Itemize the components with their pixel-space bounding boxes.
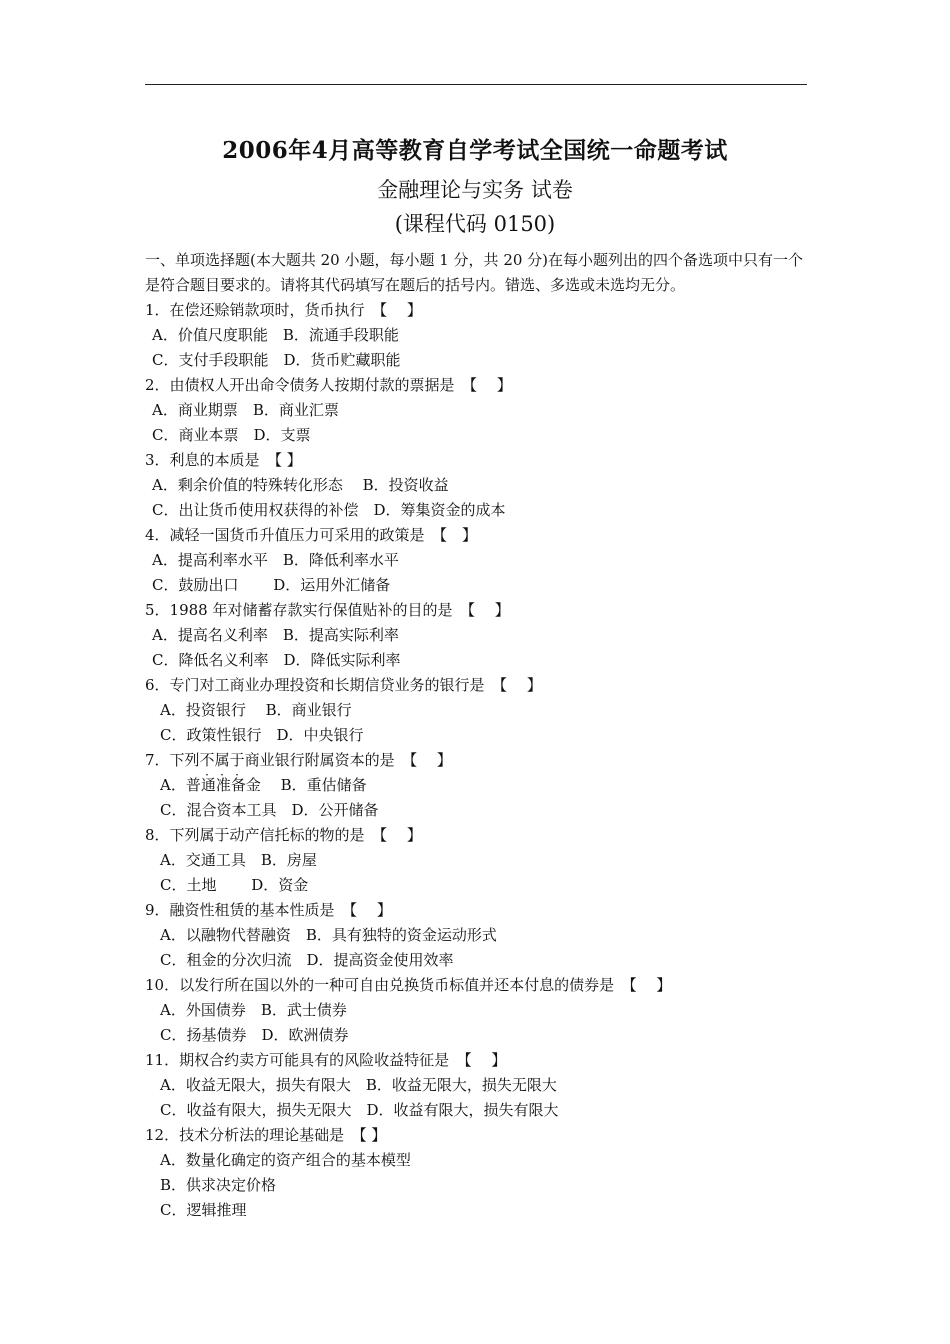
q6-options-row1: A．投资银行 B．商业银行	[160, 701, 352, 719]
question-3: 3．利息的本质是 【 】	[145, 451, 302, 469]
q11-options-row1: A．收益无限大，损失有限大 B．收益无限大，损失无限大	[160, 1076, 557, 1094]
question-1: 1．在偿还赊销款项时，货币执行 【 】	[145, 301, 422, 319]
header-rule	[145, 84, 807, 85]
q2-options-row1: A．商业期票 B．商业汇票	[152, 401, 339, 419]
q5-options-row1: A．提高名义利率 B．提高实际利率	[152, 626, 399, 644]
exam-subtitle: 金融理论与实务 试卷	[377, 178, 573, 202]
q7-options-row2: C．混合资本工具 D．公开储备	[160, 801, 379, 819]
q5-options-row2: C．降低名义利率 D．降低实际利率	[152, 651, 401, 669]
q7-emphasis-char-3: 于	[229, 751, 245, 769]
question-4: 4．减轻一国货币升值压力可采用的政策是 【 】	[145, 526, 478, 544]
q7-emphasis-char-2: 属	[214, 751, 230, 769]
q12-option-b: B．供求决定价格	[160, 1176, 277, 1194]
q3-options-row1: A．剩余价值的特殊转化形态 B．投资收益	[152, 476, 449, 494]
q7-options-row1: A．普通准备金 B．重估储备	[160, 776, 367, 794]
q8-options-row1: A．交通工具 B．房屋	[160, 851, 317, 869]
q9-options-row2: C．租金的分次归流 D．提高资金使用效率	[160, 951, 454, 969]
q10-options-row1: A．外国债券 B．武士债券	[160, 1001, 347, 1019]
q10-options-row2: C．扬基债券 D．欧洲债券	[160, 1026, 349, 1044]
exam-title: 2006年4月高等教育自学考试全国统一命题考试	[222, 137, 728, 164]
q4-options-row1: A．提高利率水平 B．降低利率水平	[152, 551, 399, 569]
q7-text-pre: 7．下列	[145, 751, 200, 769]
q3-options-row2: C．出让货币使用权获得的补偿 D．筹集资金的成本	[152, 501, 506, 519]
question-8: 8．下列属于动产信托标的物的是 【 】	[145, 826, 422, 844]
question-7	[145, 748, 815, 773]
section-instructions: 一、单项选择题(本大题共 20 小题，每小题 1 分，共 20 分)在每小题列出的四个备选项中只有一个是符合题目要求的。请将其代码填写在题后的括号内。错选、多选或未选均无分。	[145, 251, 804, 294]
q9-options-row1: A．以融物代替融资 B．具有独特的资金运动形式	[160, 926, 497, 944]
q6-options-row2: C．政策性银行 D．中央银行	[160, 726, 364, 744]
q2-options-row2: C．商业本票 D．支票	[152, 426, 311, 444]
question-11: 11．期权合约卖方可能具有的风险收益特征是 【 】	[145, 1051, 507, 1069]
course-code: (课程代码 0150)	[394, 212, 556, 236]
question-12: 12．技术分析法的理论基础是 【 】	[145, 1126, 387, 1144]
q12-option-c: C．逻辑推理	[160, 1201, 247, 1219]
question-9: 9．融资性租赁的基本性质是 【 】	[145, 901, 392, 919]
q7-text-post: 商业银行附属资本的是 【 】	[244, 751, 452, 769]
exam-body	[145, 248, 815, 1223]
q4-options-row2: C．鼓励出口 D．运用外汇储备	[152, 576, 391, 594]
question-6: 6．专门对工商业办理投资和长期信贷业务的银行是 【 】	[145, 676, 542, 694]
q12-option-a: A．数量化确定的资产组合的基本模型	[160, 1151, 411, 1169]
q1-options-row2: C．支付手段职能 D．货币贮藏职能	[152, 351, 401, 369]
question-10: 10．以发行所在国以外的一种可自由兑换货币标值并还本付息的债券是 【 】	[145, 976, 672, 994]
question-5: 5．1988 年对储蓄存款实行保值贴补的目的是 【 】	[145, 601, 510, 619]
q11-options-row2: C．收益有限大，损失无限大 D．收益有限大，损失有限大	[160, 1101, 559, 1119]
q8-options-row2: C．土地 D．资金	[160, 876, 309, 894]
question-2: 2．由债权人开出命令债务人按期付款的票据是 【 】	[145, 376, 512, 394]
q7-emphasis-char-1: 不	[199, 751, 215, 769]
q1-options-row1: A．价值尺度职能 B．流通手段职能	[152, 326, 399, 344]
